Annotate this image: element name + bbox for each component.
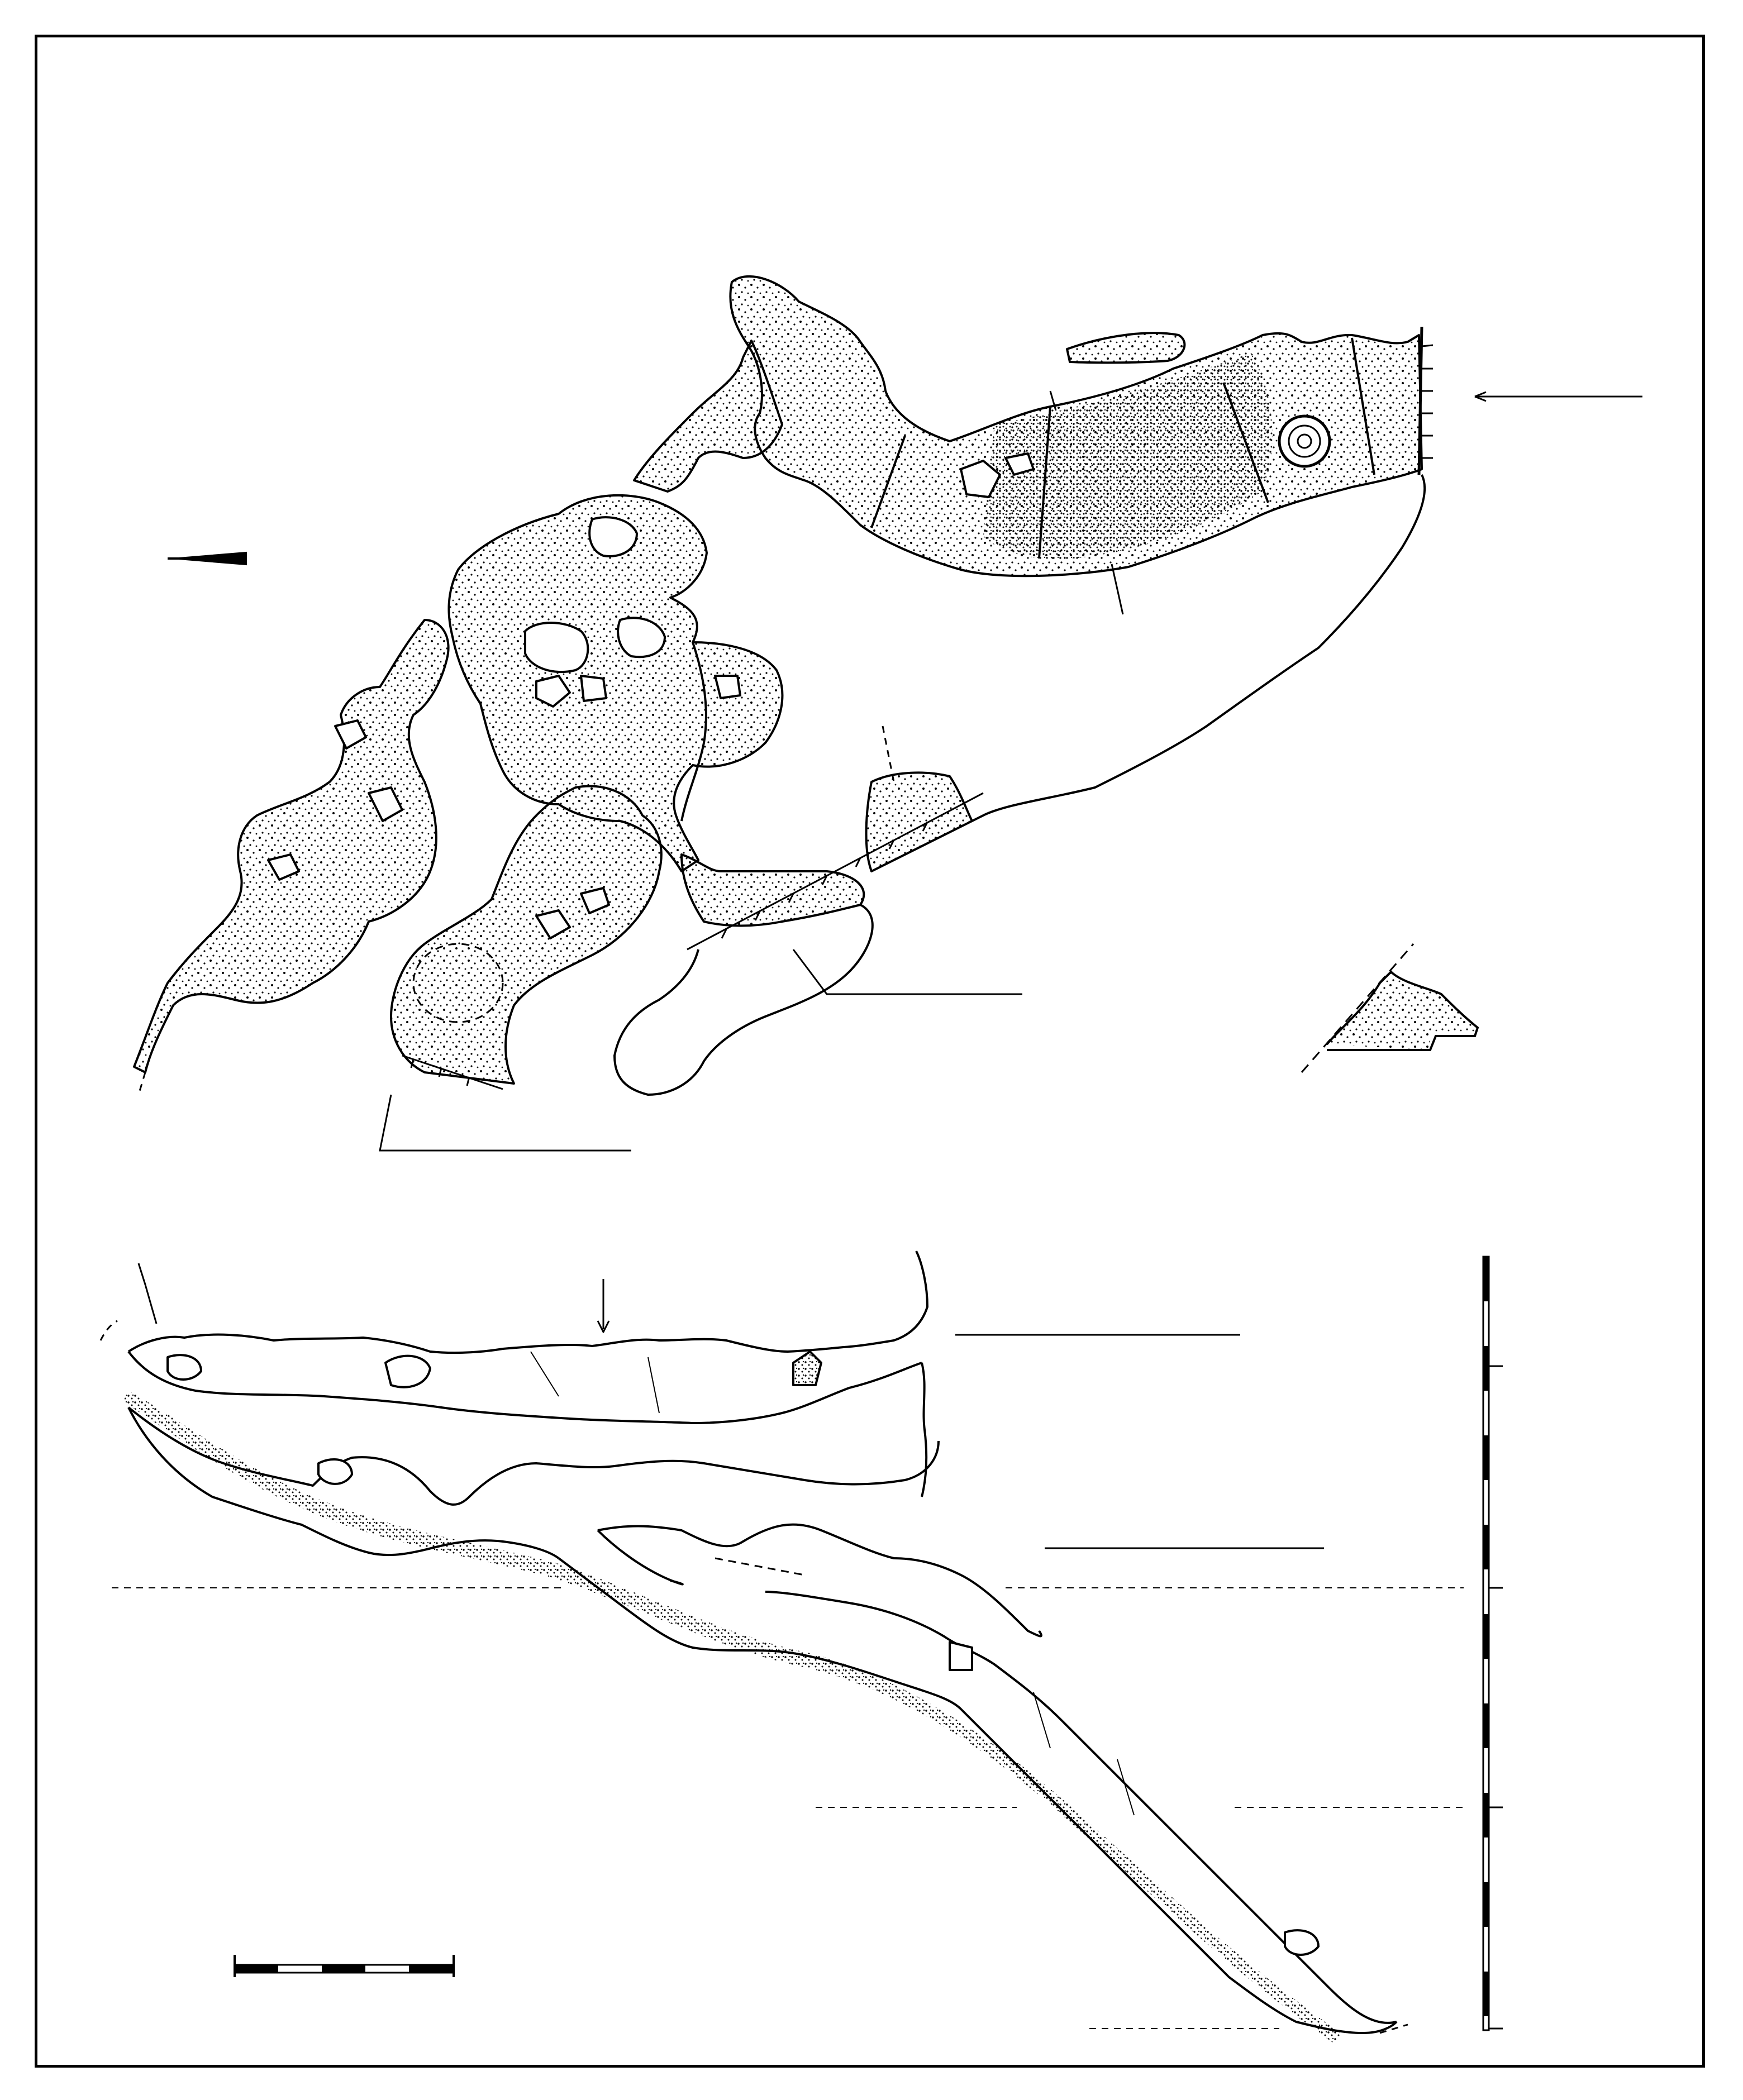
north-arrow — [168, 553, 246, 564]
connecting-passage — [634, 341, 782, 491]
depth-scale-bar — [1483, 1257, 1503, 2030]
alzado-profile — [101, 1251, 1464, 2044]
scale-bar — [235, 1955, 454, 1977]
boca-intermedia-ramp — [866, 772, 972, 871]
upper-spur — [1067, 333, 1184, 362]
alzado-upper-gallery-roof — [128, 1251, 927, 1353]
seccion-drawing — [1302, 944, 1478, 1072]
alzado-middle-gallery — [128, 1407, 939, 1505]
planta-plan-view — [134, 276, 1433, 1095]
middle-passage — [682, 855, 864, 926]
